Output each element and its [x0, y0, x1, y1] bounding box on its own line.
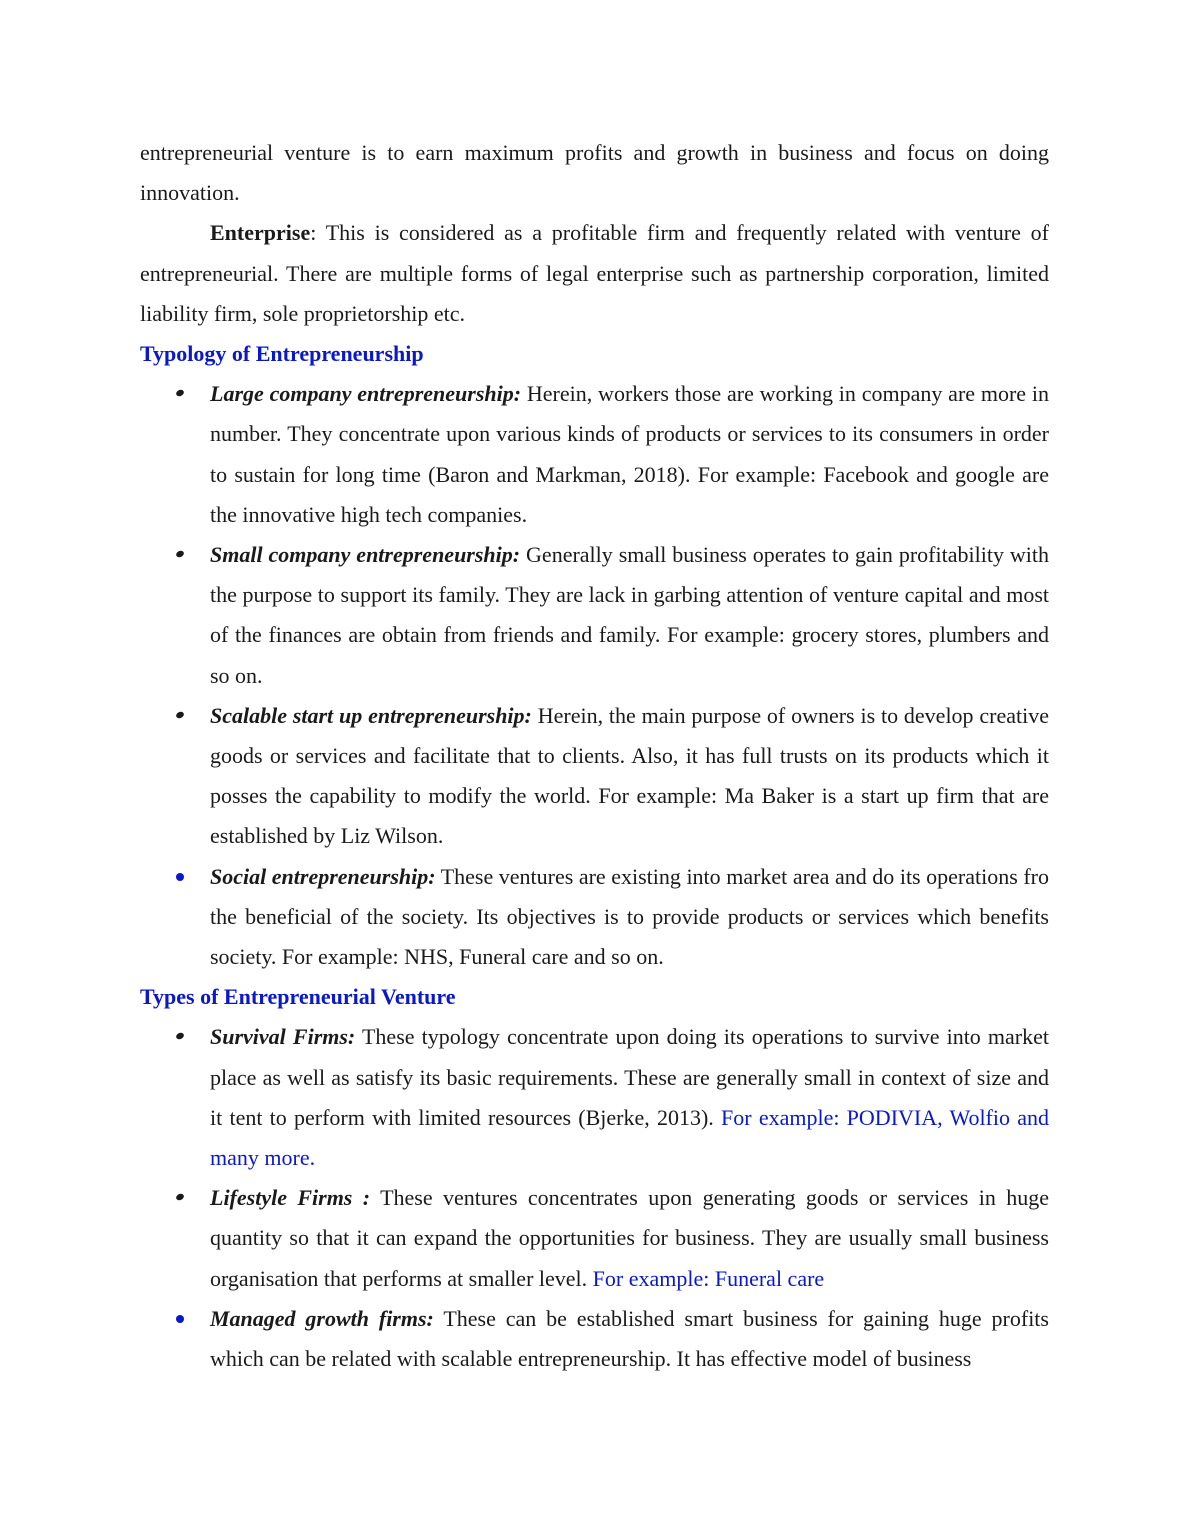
- list-item: [140, 1178, 1049, 1299]
- enterprise-term: Enterprise: [210, 220, 311, 246]
- list-item: [140, 1299, 1049, 1379]
- item-term: Survival Firms:: [210, 1024, 356, 1050]
- item-text: These ventures concentrates upon generating goods or services in huge quantity so that it can expand the opportunities for business. They are usually small business organisation that performs at smaller level.: [210, 1185, 1049, 1291]
- bullet-icon: [175, 1032, 185, 1041]
- item-term: Managed growth firms:: [210, 1305, 434, 1331]
- item-term: Scalable start up entrepreneurship:: [210, 702, 532, 728]
- item-term: Large company entrepreneurship:: [210, 381, 522, 407]
- bullet-icon: [176, 1315, 184, 1323]
- list-item: [140, 696, 1049, 857]
- venture-types-list: [140, 1017, 1049, 1379]
- item-text: These typology concentrate upon doing its operations to survive into market place as well as satisfy its basic requirements. These are generally small in context of size and it tent to perform with limited resources (Bjerke, 2013).: [210, 1024, 1050, 1130]
- enterprise-text: : This is considered as a profitable firm and frequently related with venture of entrepreneurial. There are multiple forms of legal enterprise such as partnership corporation, limited liability firm, sole proprietorship etc.: [140, 220, 1049, 326]
- item-example: For example: PODIVIA, Wolfio and many more.: [210, 1104, 1049, 1171]
- bullet-icon: [175, 1193, 185, 1202]
- item-example: For example: Funeral care: [592, 1265, 825, 1291]
- bullet-icon: [175, 550, 185, 559]
- item-term: Social entrepreneurship:: [210, 863, 436, 889]
- item-term: Small company entrepreneurship:: [210, 542, 521, 568]
- item-term: Lifestyle Firms :: [210, 1185, 371, 1211]
- list-item: [140, 374, 1049, 535]
- list-item: [140, 535, 1049, 696]
- item-text: These ventures are existing into market area and do its operations fro the beneficial of the society. Its objectives is to provide products or services which benefits society. For example: NHS, Funeral care and so on.: [210, 863, 1049, 970]
- venture-types-heading: Types of Entrepreneurial Venture: [140, 984, 456, 1010]
- typology-list: [140, 374, 1049, 977]
- document-page: [140, 133, 1049, 1379]
- list-item: [140, 1017, 1049, 1178]
- item-text: These can be established smart business for gaining huge profits which can be related with scalable entrepreneurship. It has effective model of business: [210, 1305, 1049, 1372]
- bullet-icon: [175, 710, 185, 719]
- intro-paragraph: entrepreneurial venture is to earn maximum profits and growth in business and focus on doing innovation.: [140, 140, 1049, 206]
- list-item: [140, 857, 1049, 978]
- typology-heading: Typology of Entrepreneurship: [140, 341, 424, 367]
- bullet-icon: [175, 389, 185, 398]
- item-text: Herein, the main purpose of owners is to develop creative goods or services and facilitate that to clients. Also, it has full trusts on its products which it posses the capability to modify the world. For example: Ma Baker is a start up firm that are established by Liz Wilson.: [210, 702, 1049, 849]
- enterprise-paragraph: [140, 213, 1049, 334]
- item-text: Herein, workers those are working in company are more in number. They concentrate upon various kinds of products or services to its consumers in order to sustain for long time (Baron and Markman, 2018). For example: Facebook and google are the innovative high tech companies.: [210, 381, 1049, 527]
- item-text: Generally small business operates to gain profitability with the purpose to support its family. They are lack in garbing attention of venture capital and most of the finances are obtain from friends and family. For example: grocery stores, plumbers and so on.: [210, 542, 1049, 688]
- bullet-icon: [176, 873, 184, 881]
